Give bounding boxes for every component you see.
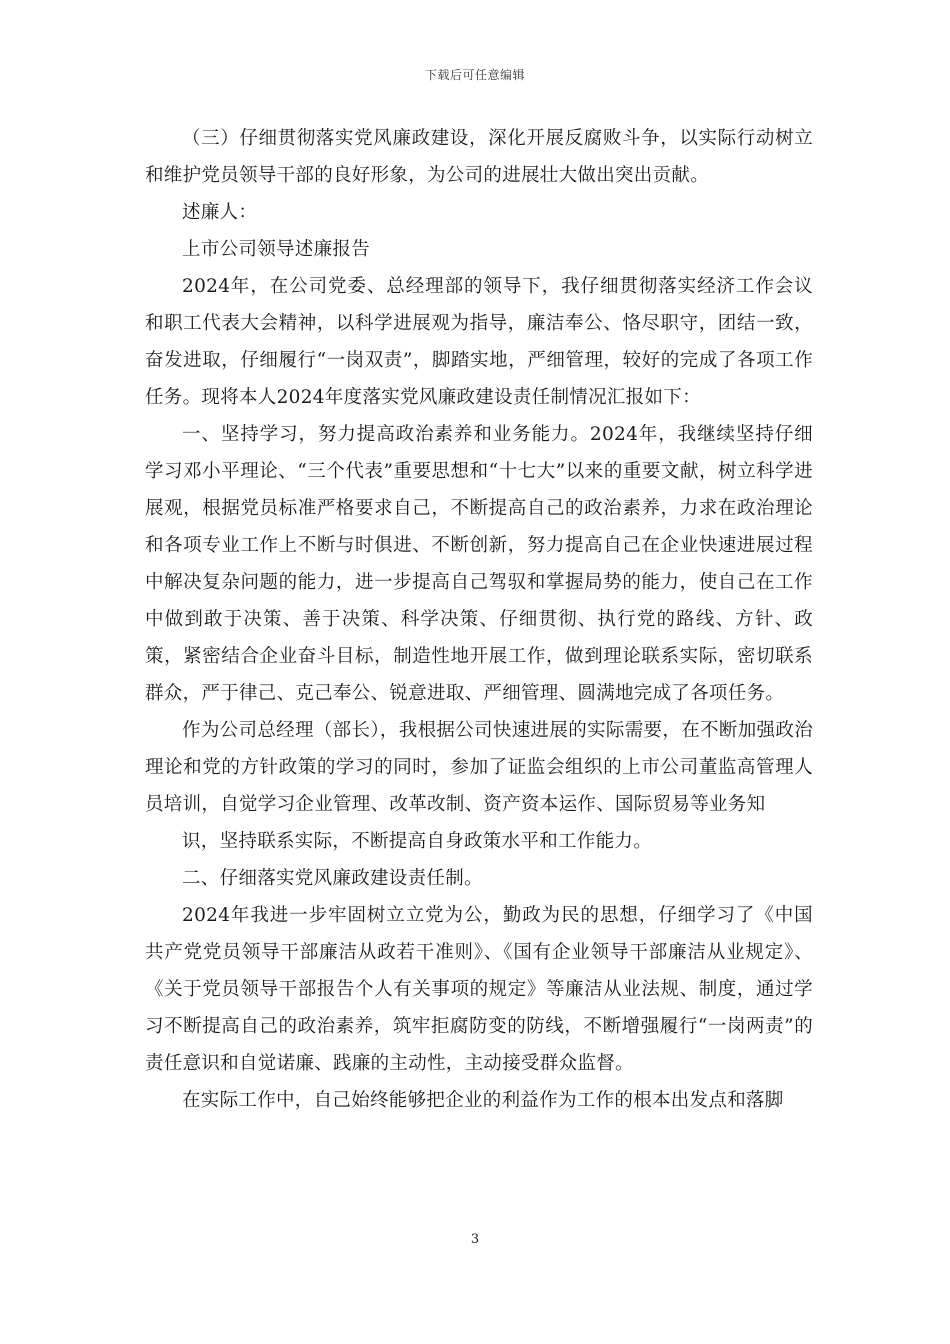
paragraph-point-one: 一、坚持学习，努力提高政治素养和业务能力。2024年，我继续坚持仔细学习邓小平理论、“三个代表”重要思想和“十七大”以来的重要文献，树立科学进展观，根据党员标准严格要求自己，不断提高自己的政治素养，力求在政治理论和各项专业工作上不断与时俱进、不断创新，努力提高自己在企业快速进展过程中解决复杂问题的能力，进一步提高自己驾驭和掌握局势的能力，使自己在工作中做到敢于决策、善于决策、科学决策、仔细贯彻、执行党的路线、方针、政策，紧密结合企业奋斗目标，制造性地开展工作，做到理论联系实际，密切联系群众，严于律己、克己奉公、锐意进取、严细管理、圆满地完成了各项任务。 — [145, 424, 813, 704]
paragraph-section-three: （三）仔细贯彻落实党风廉政建设，深化开展反腐败斗争，以实际行动树立和维护党员领导干部的良好形象，为公司的进展壮大做出突出贡献。 — [145, 128, 813, 186]
paragraph-continuation: 识，坚持联系实际，不断提高自身政策水平和工作能力。 — [182, 831, 653, 852]
paragraph-point-two: 二、仔细落实党风廉政建设责任制。 — [182, 868, 483, 889]
page-number: 3 — [470, 1232, 480, 1247]
paragraph-report-title: 上市公司领导述廉报告 — [182, 239, 371, 260]
paragraph-intro: 2024年，在公司党委、总经理部的领导下，我仔细贯彻落实经济工作会议和职工代表大会精神，以科学进展观为指导，廉洁奉公、恪尽职守，团结一致，奋发进取，仔细履行“一岗双责”，脚踏实地，严细管理，较好的完成了各项工作任务。现将本人2024年度落实党风廉政建设责任制情况汇报如下： — [145, 276, 813, 408]
paragraph-signatory: 述廉人： — [182, 202, 258, 223]
paragraph-general-manager: 作为公司总经理（部长），我根据公司快速进展的实际需要，在不断加强政治理论和党的方针政策的学习的同时，参加了证监会组织的上市公司董监高管理人员培训，自觉学习企业管理、改革改制、资产资本运作、国际贸易等业务知 — [145, 720, 813, 815]
document-body — [145, 120, 813, 1119]
page-header: 下载后可任意编辑 — [424, 68, 525, 82]
paragraph-practical-work: 在实际工作中，自己始终能够把企业的利益作为工作的根本出发点和落脚 — [182, 1090, 784, 1111]
paragraph-study-regulations: 2024年我进一步牢固树立立党为公，勤政为民的思想，仔细学习了《中国共产党党员领导干部廉洁从政若干准则》、《国有企业领导干部廉洁从业规定》、《关于党员领导干部报告个人有关事项的规定》等廉洁从业法规、制度，通过学习不断提高自己的政治素养，筑牢拒腐防变的防线，不断增强履行“一岗两责”的责任意识和自觉诺廉、践廉的主动性，主动接受群众监督。 — [145, 905, 813, 1074]
